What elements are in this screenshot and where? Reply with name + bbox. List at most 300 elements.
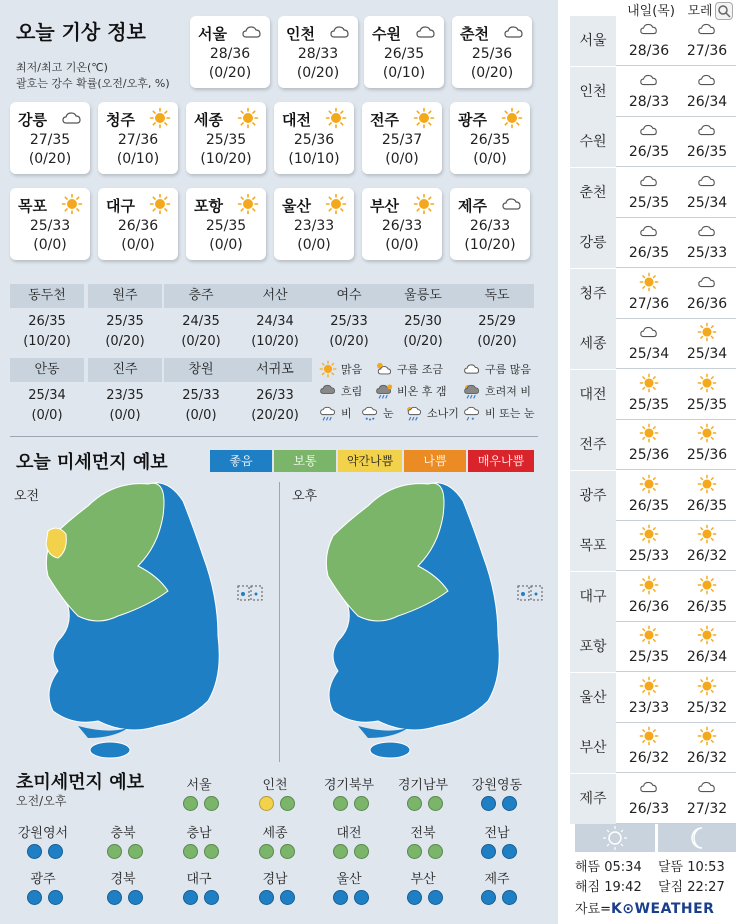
- secondary-city-name: 울릉도: [386, 284, 460, 308]
- city-temp: 26/35: [383, 46, 425, 62]
- cloud-icon: [462, 360, 482, 378]
- forecast-day2: [678, 70, 736, 110]
- legend-item: [374, 382, 447, 400]
- sun-icon: [638, 272, 660, 292]
- secondary-city-temp: 23/35: [106, 388, 144, 403]
- dark-cloud-icon: [318, 382, 338, 400]
- pm-scale-chip: 좋음: [210, 450, 272, 472]
- forecast-day2-temp: 26/35: [686, 144, 728, 160]
- ultra-region-dots: [407, 844, 443, 859]
- pm-level-dot: [428, 844, 443, 859]
- cloud-icon: [638, 70, 660, 90]
- city-card: [450, 102, 530, 174]
- cloud-icon: [696, 70, 718, 90]
- ultra-region-dots: [259, 844, 295, 859]
- source-prefix: 자료=: [575, 902, 612, 917]
- city-name: 부산: [370, 197, 399, 215]
- city-precip: (0/10): [116, 151, 160, 167]
- am-level-dot: [407, 844, 422, 859]
- sun-icon: [638, 524, 660, 544]
- forecast-day2-temp: 25/36: [686, 447, 728, 463]
- forecast-row: [570, 420, 736, 470]
- secondary-city: [10, 284, 84, 352]
- ultra-region-dots: [481, 796, 517, 811]
- forecast-city: 전주: [570, 420, 616, 470]
- sun-icon: [638, 423, 660, 443]
- sunset-text: 해짐 19:42: [575, 880, 642, 895]
- forecast-city: 부산: [570, 723, 616, 773]
- am-level-dot: [183, 844, 198, 859]
- city-temp: 25/33: [29, 218, 71, 234]
- legend-label: 비온 후 갬: [397, 385, 447, 398]
- pm-level-dot: [128, 890, 143, 905]
- forecast-day1-temp: 25/35: [628, 194, 670, 211]
- forecast-city: 춘천: [570, 168, 616, 218]
- sun-icon: [638, 726, 660, 746]
- city-name: 전주: [370, 111, 399, 129]
- ultra-region-dots: [259, 890, 295, 905]
- forecast-day2-temp: 26/32: [686, 750, 728, 766]
- ultra-region-name: 강원영동: [471, 778, 523, 793]
- pm-level-dot: [48, 890, 63, 905]
- city-name: 서울: [198, 25, 227, 43]
- am-level-dot: [333, 890, 348, 905]
- sun-icon: [148, 193, 172, 215]
- forecast-day2-temp: 26/35: [686, 497, 728, 514]
- city-card: [362, 188, 442, 260]
- forecast-day1-temp: 26/33: [628, 800, 670, 817]
- secondary-city: [460, 284, 534, 352]
- secondary-city-precip: (10/20): [23, 334, 71, 349]
- rain-clear-icon: [374, 382, 394, 400]
- forecast-row: [570, 471, 736, 521]
- pm-scale-chip: 약간나쁨: [338, 450, 402, 472]
- secondary-city: [238, 284, 312, 352]
- pm-level-dot: [354, 844, 369, 859]
- city-precip: (10/20): [464, 237, 516, 253]
- city-precip: (0/0): [385, 237, 419, 253]
- forecast-day1: [620, 373, 678, 413]
- forecast-day1-temp: 25/36: [628, 447, 670, 463]
- forecast-day1-temp: 27/36: [628, 295, 670, 312]
- pm-level-dot: [502, 890, 517, 905]
- legend-label: 맑음: [341, 363, 363, 376]
- legend-label: 비: [341, 407, 352, 420]
- city-precip: (0/0): [297, 237, 331, 253]
- legend-item: [318, 360, 362, 378]
- pm-level-dot: [128, 844, 143, 859]
- pm-scale-chip: 보통: [274, 450, 336, 472]
- city-temp: 26/35: [469, 132, 511, 148]
- ultra-region-name: 인천: [262, 778, 288, 793]
- pm-level-dot: [354, 796, 369, 811]
- city-precip: (10/10): [288, 151, 340, 167]
- sun-icon: [638, 474, 660, 494]
- forecast-day1: [620, 575, 678, 615]
- legend-item: [462, 404, 535, 422]
- legend-label: 소나기: [427, 407, 459, 420]
- secondary-city-precip: (0/0): [31, 408, 63, 423]
- rain-icon: [318, 404, 338, 422]
- forecast-row: [570, 168, 736, 218]
- ultra-region-dots: [333, 844, 369, 859]
- forecast-row: [570, 673, 736, 723]
- city-name: 포항: [194, 197, 223, 215]
- forecast-day2: [678, 575, 736, 615]
- forecast-day1-temp: 28/36: [628, 43, 670, 59]
- forecast-city: 인천: [570, 67, 616, 117]
- ultra-region-name: 전남: [484, 826, 510, 841]
- pm-scale-chip: 나쁨: [404, 450, 466, 472]
- cloud-icon: [60, 107, 84, 129]
- city-precip: (0/20): [28, 151, 72, 167]
- city-temp: 25/36: [293, 132, 335, 148]
- secondary-city: [88, 284, 162, 352]
- city-name: 대전: [282, 111, 311, 129]
- city-card: [450, 188, 530, 260]
- cloud-icon: [414, 21, 438, 43]
- legend-item: [360, 404, 394, 422]
- city-temp: 27/35: [29, 132, 71, 148]
- forecast-day1: [620, 70, 678, 110]
- forecast-col1-header: 내일(목): [627, 4, 675, 19]
- pm-map-am: [18, 476, 268, 766]
- city-precip: (0/0): [121, 237, 155, 253]
- forecast-day2: [678, 120, 736, 160]
- cloud-icon: [696, 171, 718, 191]
- legend-label: 비 또는 눈: [485, 407, 535, 420]
- ultra-region-dots: [183, 890, 219, 905]
- secondary-city: [386, 284, 460, 352]
- forecast-city: 서울: [570, 16, 616, 66]
- city-name: 청주: [106, 111, 135, 129]
- cloud-icon: [328, 21, 352, 43]
- pm-level-dot: [204, 890, 219, 905]
- ultra-region-name: 경북: [110, 872, 136, 887]
- forecast-row: [570, 521, 736, 571]
- forecast-day2: [678, 19, 736, 59]
- rain-snow-icon: [462, 404, 482, 422]
- ultra-region-name: 경남: [262, 872, 288, 887]
- secondary-city: [88, 358, 162, 426]
- sun-icon: [236, 107, 260, 129]
- forecast-row: [570, 218, 736, 268]
- sun-icon: [500, 107, 524, 129]
- forecast-day2: [678, 676, 736, 716]
- am-level-dot: [407, 890, 422, 905]
- city-card: [274, 102, 354, 174]
- forecast-day1: [620, 19, 678, 59]
- pm-level-dot: [428, 890, 443, 905]
- forecast-day1: [620, 322, 678, 362]
- legend-item: [404, 404, 459, 422]
- pm-level-dot: [502, 796, 517, 811]
- forecast-day1-temp: 25/35: [628, 649, 670, 665]
- secondary-city-temp: 26/33: [256, 388, 294, 403]
- city-precip: (0/20): [208, 65, 252, 81]
- secondary-city-temp: 25/33: [330, 314, 368, 329]
- ultra-region-dots: [333, 796, 369, 811]
- city-name: 대구: [106, 197, 135, 215]
- forecast-city: 목포: [570, 521, 616, 571]
- page-title: 오늘 기상 정보: [16, 20, 146, 44]
- forecast-city: 대구: [570, 572, 616, 622]
- secondary-city: [238, 358, 312, 426]
- secondary-city-name: 원주: [88, 284, 162, 308]
- forecast-row: [570, 774, 736, 824]
- legend-label: 눈: [383, 407, 394, 420]
- legend-label: 흐림: [341, 385, 363, 398]
- sun-icon: [638, 575, 660, 595]
- am-level-dot: [107, 844, 122, 859]
- sun-outline-icon: [575, 824, 655, 852]
- am-level-dot: [481, 890, 496, 905]
- secondary-city-temp: 24/35: [182, 314, 220, 329]
- city-temp: 23/33: [293, 218, 335, 234]
- forecast-day2-temp: 25/35: [686, 396, 728, 413]
- sun-icon: [60, 193, 84, 215]
- cloud-icon: [696, 120, 718, 140]
- ultra-region-dots: [259, 796, 295, 811]
- city-name: 목포: [18, 197, 47, 215]
- am-level-dot: [259, 844, 274, 859]
- city-name: 울산: [282, 197, 311, 215]
- forecast-city: 제주: [570, 774, 616, 824]
- forecast-day2: [678, 272, 736, 312]
- ultra-region-dots: [481, 890, 517, 905]
- forecast-col2-header: 모레: [687, 4, 713, 19]
- forecast-city: 강릉: [570, 218, 616, 268]
- pm-level-dot: [204, 796, 219, 811]
- cloud-icon: [638, 322, 660, 342]
- city-name: 수원: [372, 25, 401, 43]
- note-temp: 최저/최고 기온(℃): [16, 61, 108, 74]
- sun-icon: [696, 524, 718, 544]
- moon-box: [658, 824, 736, 852]
- secondary-city-precip: (20/20): [251, 408, 299, 423]
- ultra-region-dots: [407, 890, 443, 905]
- secondary-city-name: 동두천: [10, 284, 84, 308]
- city-temp: 26/33: [381, 218, 423, 234]
- city-card: [278, 16, 358, 88]
- secondary-city: [10, 358, 84, 426]
- forecast-city: 울산: [570, 673, 616, 723]
- am-level-dot: [27, 890, 42, 905]
- legend-label: 구름 조금: [397, 363, 444, 376]
- forecast-day1: [620, 676, 678, 716]
- forecast-day2-temp: 27/32: [686, 800, 728, 817]
- secondary-city-precip: (0/20): [181, 334, 221, 349]
- moon-icon: [658, 824, 736, 852]
- city-temp: 25/36: [471, 46, 513, 62]
- city-temp: 28/33: [297, 46, 339, 62]
- sun-icon: [696, 474, 718, 494]
- secondary-city-temp: 24/34: [256, 314, 294, 329]
- forecast-day2: [678, 221, 736, 261]
- sun-icon: [696, 575, 718, 595]
- am-level-dot: [407, 796, 422, 811]
- sun-icon: [696, 726, 718, 746]
- forecast-day2-temp: 26/35: [686, 598, 728, 615]
- am-level-dot: [333, 844, 348, 859]
- map-am-label: 오전: [14, 489, 40, 504]
- ultra-region-dots: [407, 796, 443, 811]
- secondary-city: [164, 284, 238, 352]
- city-temp: 26/36: [117, 218, 159, 234]
- city-card: [10, 102, 90, 174]
- city-card: [10, 188, 90, 260]
- city-precip: (0/0): [385, 151, 419, 167]
- forecast-day1-temp: 26/35: [628, 144, 670, 160]
- am-level-dot: [183, 890, 198, 905]
- am-level-dot: [27, 844, 42, 859]
- sun-icon: [696, 676, 718, 696]
- forecast-row: [570, 16, 736, 66]
- forecast-city: 포항: [570, 622, 616, 672]
- forecast-row: [570, 572, 736, 622]
- forecast-day2: [678, 373, 736, 413]
- city-card: [186, 102, 266, 174]
- am-level-dot: [333, 796, 348, 811]
- forecast-row: [570, 117, 736, 167]
- sun-rain-icon: [462, 382, 482, 400]
- forecast-day1-temp: 25/34: [628, 346, 670, 362]
- ultra-region-name: 대전: [336, 826, 362, 841]
- forecast-day1: [620, 272, 678, 312]
- forecast-day2-temp: 25/34: [686, 194, 728, 211]
- ultra-region-dots: [27, 890, 63, 905]
- forecast-city: 광주: [570, 471, 616, 521]
- legend-item: [462, 360, 531, 378]
- am-level-dot: [183, 796, 198, 811]
- ultra-region-name: 전북: [410, 826, 436, 841]
- city-card: [364, 16, 444, 88]
- ultra-region-name: 충북: [110, 826, 136, 841]
- secondary-city: [164, 358, 238, 426]
- forecast-day1: [620, 726, 678, 766]
- forecast-day2: [678, 524, 736, 564]
- city-temp: 25/37: [381, 132, 423, 148]
- cloud-icon: [638, 19, 660, 39]
- sun-icon: [412, 107, 436, 129]
- forecast-day2-temp: 26/32: [686, 548, 728, 564]
- city-name: 춘천: [460, 25, 489, 43]
- ultra-region-dots: [107, 890, 143, 905]
- city-precip: (10/20): [200, 151, 252, 167]
- ultra-region-name: 충남: [186, 826, 212, 841]
- legend-label: 구름 많음: [485, 363, 532, 376]
- city-card: [362, 102, 442, 174]
- secondary-city-precip: (0/20): [477, 334, 517, 349]
- forecast-day2: [678, 625, 736, 665]
- forecast-day1-temp: 23/33: [628, 699, 670, 716]
- legend-item: [318, 382, 362, 400]
- forecast-day2-temp: 26/34: [686, 93, 728, 110]
- cloud-icon: [638, 120, 660, 140]
- forecast-row: [570, 319, 736, 369]
- city-temp: 25/35: [205, 132, 247, 148]
- cloud-icon: [696, 221, 718, 241]
- cloud-icon: [500, 193, 524, 215]
- forecast-day1-temp: 26/35: [628, 245, 670, 261]
- cloud-icon: [696, 272, 718, 292]
- ultra-region-name: 울산: [336, 872, 362, 887]
- secondary-city-precip: (10/20): [251, 334, 299, 349]
- ultra-region-dots: [481, 844, 517, 859]
- source-brand: K⊙WEATHER: [611, 901, 715, 917]
- pm-level-dot: [502, 844, 517, 859]
- forecast-city: 대전: [570, 370, 616, 420]
- forecast-panel: [570, 0, 736, 924]
- am-level-dot: [259, 796, 274, 811]
- city-precip: (0/0): [473, 151, 507, 167]
- forecast-day2: [678, 423, 736, 463]
- secondary-city-temp: 25/29: [478, 314, 516, 329]
- forecast-day1: [620, 474, 678, 514]
- city-precip: (0/10): [382, 65, 426, 81]
- forecast-day1: [620, 221, 678, 261]
- city-temp: 27/36: [117, 132, 159, 148]
- forecast-row: [570, 723, 736, 773]
- forecast-city: 세종: [570, 319, 616, 369]
- ultra-region-name: 세종: [262, 826, 288, 841]
- city-card: [274, 188, 354, 260]
- cloud-icon: [240, 21, 264, 43]
- ultra-region-name: 광주: [30, 872, 56, 887]
- cloud-icon: [638, 221, 660, 241]
- sun-icon: [696, 423, 718, 443]
- sun-icon: [412, 193, 436, 215]
- forecast-city: 수원: [570, 117, 616, 167]
- ultra-region-dots: [183, 796, 219, 811]
- forecast-day2: [678, 322, 736, 362]
- sun-icon: [638, 373, 660, 393]
- ultra-title: 초미세먼지 예보: [16, 772, 144, 793]
- forecast-day2: [678, 171, 736, 211]
- secondary-city-temp: 26/35: [28, 314, 66, 329]
- pm-level-dot: [204, 844, 219, 859]
- forecast-day2: [678, 474, 736, 514]
- city-name: 세종: [194, 111, 223, 129]
- cloud-icon: [638, 777, 660, 797]
- city-card: [190, 16, 270, 88]
- secondary-city-precip: (0/0): [109, 408, 141, 423]
- city-name: 강릉: [18, 111, 47, 129]
- pm-level-dot: [354, 890, 369, 905]
- sun-icon: [324, 107, 348, 129]
- city-name: 제주: [458, 197, 487, 215]
- ultra-region-name: 강원영서: [17, 826, 69, 841]
- snow-icon: [360, 404, 380, 422]
- pm-scale-chip: 매우나쁨: [468, 450, 534, 472]
- legend-item: [462, 382, 531, 400]
- forecast-day2-temp: 25/33: [686, 245, 728, 261]
- legend-label: 흐려져 비: [485, 385, 532, 398]
- secondary-city-precip: (0/0): [185, 408, 217, 423]
- secondary-city-name: 진주: [88, 358, 162, 382]
- map-pm-label: 오후: [292, 489, 318, 504]
- secondary-city-precip: (0/20): [329, 334, 369, 349]
- city-card: [186, 188, 266, 260]
- secondary-city-name: 서산: [238, 284, 312, 308]
- city-precip: (0/0): [33, 237, 67, 253]
- pm-level-dot: [48, 844, 63, 859]
- secondary-city-name: 독도: [460, 284, 534, 308]
- city-temp: 28/36: [209, 46, 251, 62]
- legend-item: [318, 404, 352, 422]
- secondary-city-name: 여수: [312, 284, 386, 308]
- sun-box: [575, 824, 655, 852]
